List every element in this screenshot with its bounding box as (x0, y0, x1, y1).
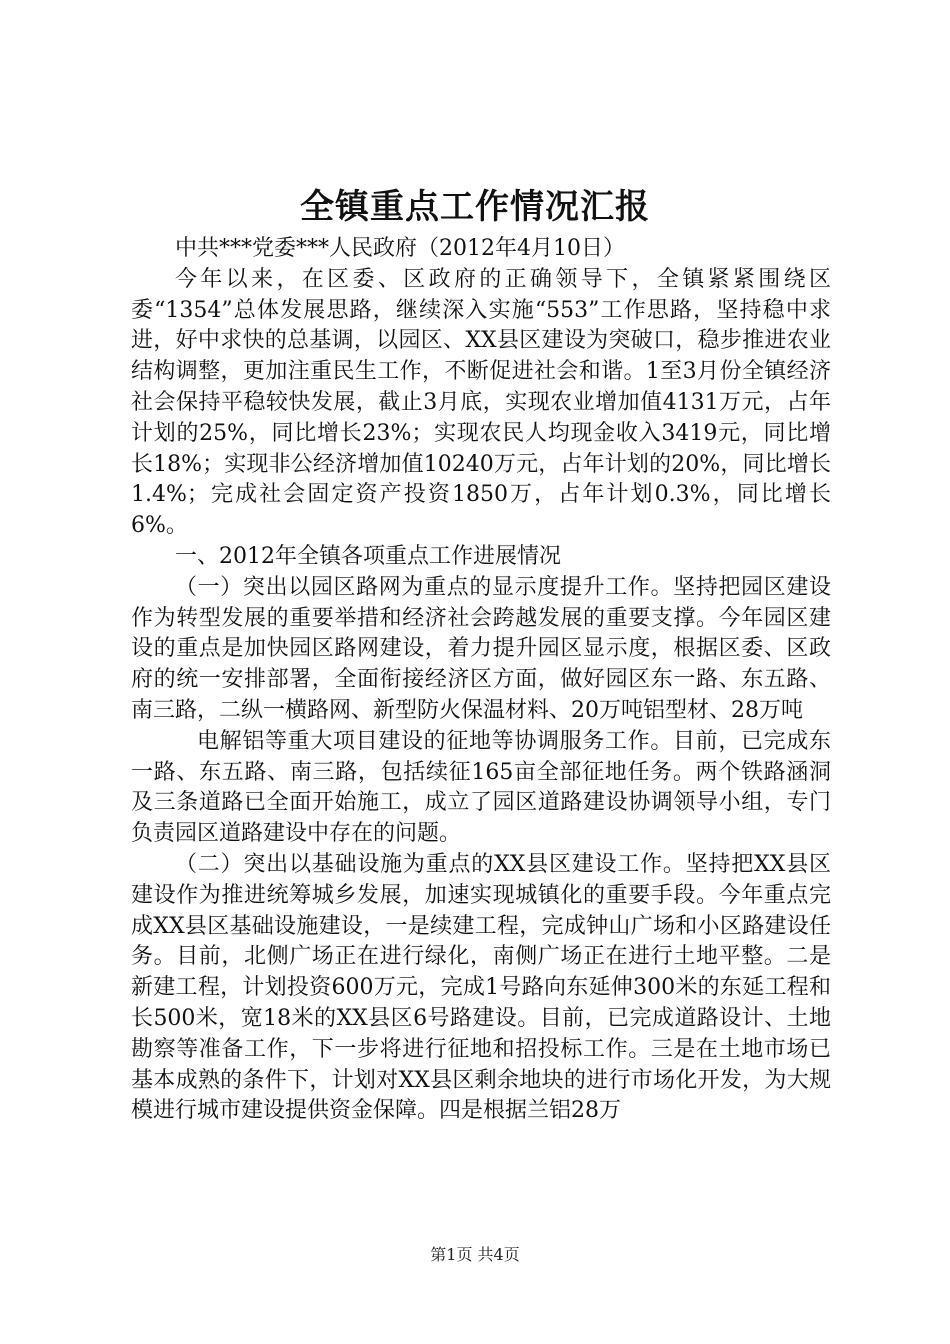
document-body (131, 234, 831, 1127)
subsection-two-paragraph: （二）突出以基础设施为重点的XX县区建设工作。坚持把XX县区建设作为推进统筹城乡发展，加速实现城镇化的重要手段。今年重点完成XX县区基础设施建设，一是续建工程，完成钟山广场和小区路建设任务。目前，北侧广场正在进行绿化，南侧广场正在进行土地平整。二是新建工程，计划投资600万元，完成1号路向东延伸300米的东延工程和长500米，宽18米的XX县区6号路建设。目前，已完成道路设计、土地勘察等准备工作，下一步将进行征地和招投标工作。三是在土地市场已基本成熟的条件下，计划对XX县区剩余地块的进行市场化开发，为大规模进行城市建设提供资金保障。四是根据兰铝28万 (131, 851, 831, 1124)
page-number-footer: 第1页 共4页 (430, 1245, 520, 1264)
subsection-one-paragraph: （一）突出以园区路网为重点的显示度提升工作。坚持把园区建设作为转型发展的重要举措和经济社会跨越发展的重要支撑。今年园区建设的重点是加快园区路网建设，着力提升园区显示度，根据区委、区政府的统一安排部署，全面衔接经济区方面，做好园区东一路、东五路、南三路，二纵一横路网、新型防火保温材料、20万吨铝型材、28万吨 (131, 574, 831, 723)
subsection-one-continued: 电解铝等重大项目建设的征地等协调服务工作。目前，已完成东一路、东五路、南三路，包括续征165亩全部征地任务。两个铁路涵洞及三条道路已全面开始施工，成立了园区道路建设协调领导小组，专门负责园区道路建设中存在的问题。 (131, 728, 831, 847)
issuer-date-line: 中共***党委***人民政府（2012年4月10日） (175, 236, 625, 261)
document-title: 全镇重点工作情况汇报 (300, 187, 650, 227)
intro-paragraph: 今年以来，在区委、区政府的正确领导下，全镇紧紧围绕区委“1354”总体发展思路，继续深入实施“553”工作思路，坚持稳中求进，好中求快的总基调，以园区、XX县区建设为突破口，稳步推进农业结构调整，更加注重民生工作，不断促进社会和谐。1至3月份全镇经济社会保持平稳较快发展，截止3月底，实现农业增加值4131万元，占年计划的25%，同比增长23%；实现农民人均现金收入3419元，同比增长18%；实现非公经济增加值10240万元，占年计划的20%，同比增长1.4%；完成社会固定资产投资1850万，占年计划0.3%，同比增长6%。 (131, 266, 831, 539)
section-heading: 一、2012年全镇各项重点工作进展情况 (175, 543, 561, 569)
